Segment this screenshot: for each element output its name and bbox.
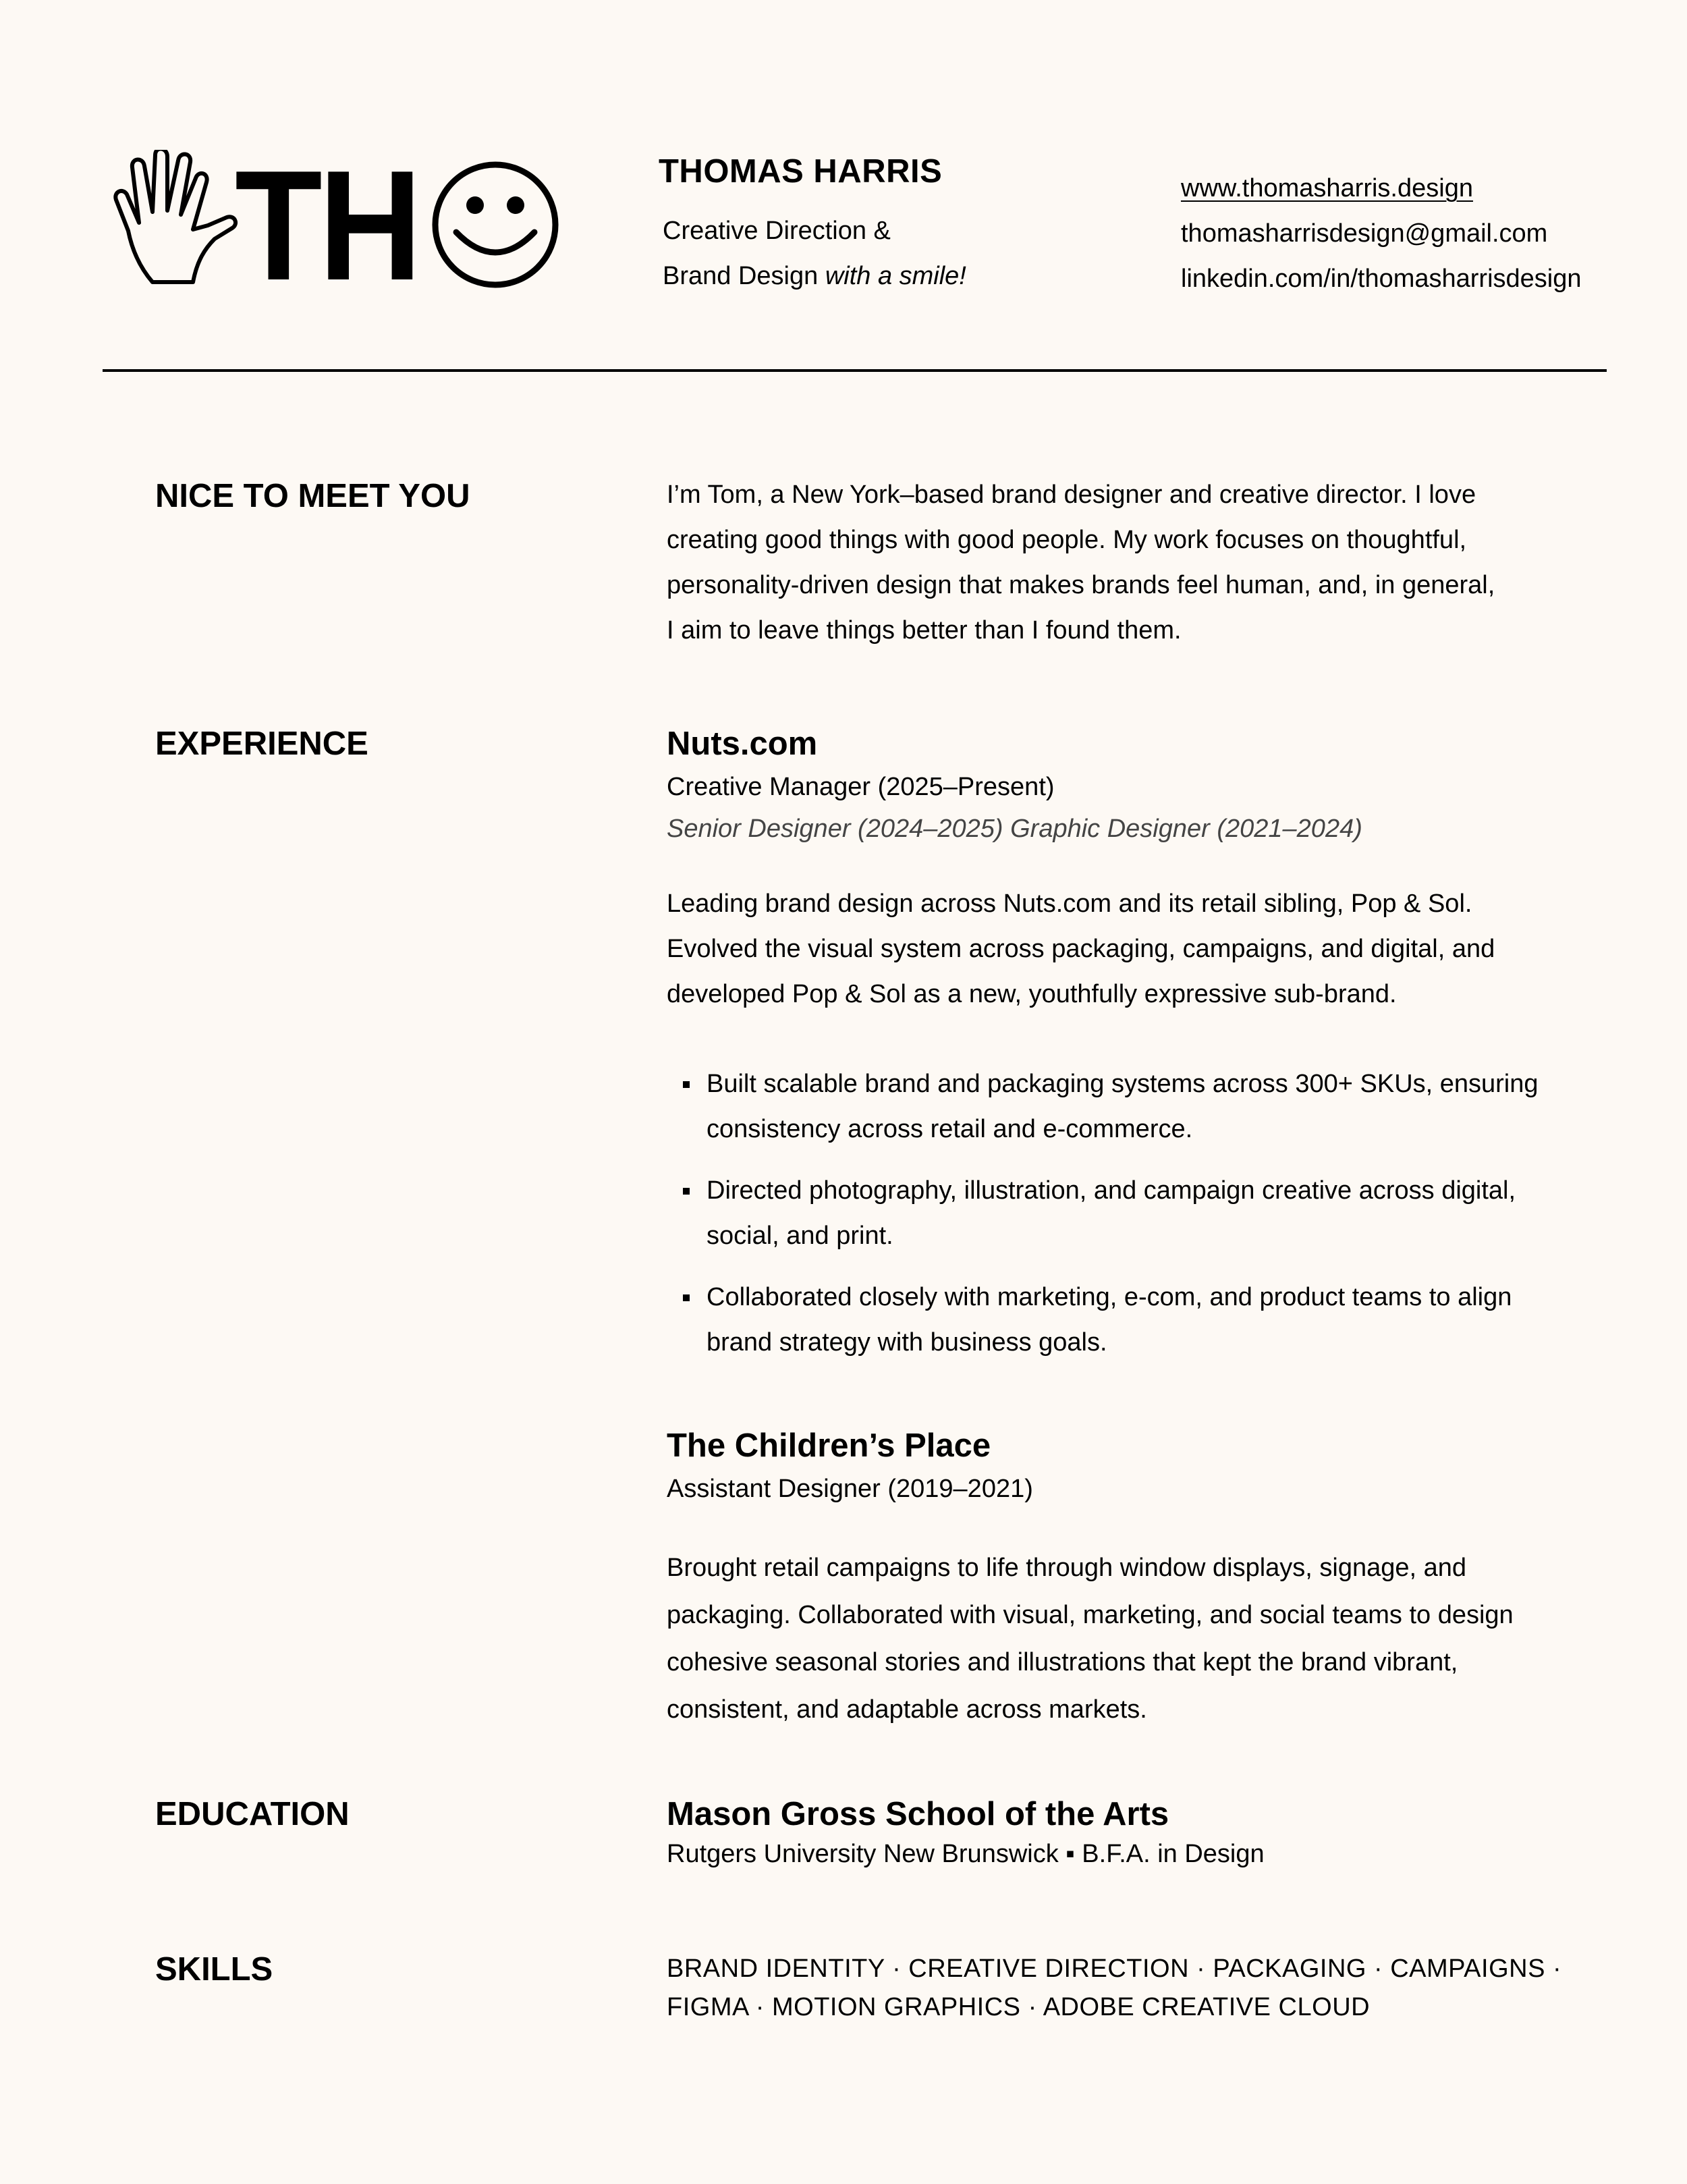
skills-line: BRAND IDENTITY · CREATIVE DIRECTION · PACKAGING · CAMPAIGNS · xyxy=(667,1955,1562,1983)
tagline-line-2 xyxy=(663,263,966,289)
bullet-line: brand strategy with business goals. xyxy=(707,1328,1107,1357)
linkedin-link[interactable]: linkedin.com/in/thomasharrisdesign xyxy=(1181,265,1582,293)
description-line: developed Pop & Sol as a new, youthfully expressive sub-brand. xyxy=(667,980,1397,1008)
email-address[interactable]: thomasharrisdesign@gmail.com xyxy=(1181,219,1548,248)
job-description xyxy=(667,881,1571,1017)
waving-hand-icon xyxy=(115,150,236,282)
smiley-face-icon xyxy=(435,165,555,285)
intro-line: I aim to leave things better than I found them. xyxy=(667,616,1182,645)
bullet-line: Collaborated closely with marketing, e-com, and product teams to align xyxy=(707,1283,1512,1311)
resume-name: THOMAS HARRIS xyxy=(659,153,943,190)
intro-line: personality-driven design that makes brands feel human, and, in general, xyxy=(667,571,1495,599)
header-divider xyxy=(103,369,1607,372)
intro-line: I’m Tom, a New York–based brand designer and creative director. I love xyxy=(667,481,1476,509)
tagline-plain: Brand Design xyxy=(663,262,825,290)
job-company: The Children’s Place xyxy=(667,1427,991,1464)
job-role: Creative Manager (2025–Present) xyxy=(667,773,1055,801)
description-line: Evolved the visual system across packaging, campaigns, and digital, and xyxy=(667,935,1495,963)
job-previous-roles: Senior Designer (2024–2025) Graphic Designer (2021–2024) xyxy=(667,815,1362,843)
section-heading-intro: NICE TO MEET YOU xyxy=(155,478,470,514)
tagline-line-1: Creative Direction & xyxy=(663,217,891,245)
section-heading-skills: SKILLS xyxy=(155,1951,273,1988)
school-name: Mason Gross School of the Arts xyxy=(667,1796,1169,1832)
th-logo xyxy=(113,150,563,289)
job-bullets xyxy=(667,1062,1571,1382)
bullet-line: Built scalable brand and packaging systems across 300+ SKUs, ensuring xyxy=(707,1070,1539,1098)
bullet-item xyxy=(667,1168,1571,1259)
job-description xyxy=(667,1544,1571,1733)
skills-list xyxy=(667,1950,1571,2027)
job-role: Assistant Designer (2019–2021) xyxy=(667,1475,1033,1503)
logo-text: TH xyxy=(235,150,418,289)
intro-line: creating good things with good people. My work focuses on thoughtful, xyxy=(667,526,1467,554)
section-heading-education: EDUCATION xyxy=(155,1796,350,1832)
description-line: packaging. Collaborated with visual, marketing, and social teams to design xyxy=(667,1601,1514,1629)
bullet-line: consistency across retail and e-commerce. xyxy=(707,1115,1193,1143)
bullet-item xyxy=(667,1062,1571,1152)
bullet-line: Directed photography, illustration, and campaign creative across digital, xyxy=(707,1176,1516,1205)
section-heading-experience: EXPERIENCE xyxy=(155,726,368,762)
job-company: Nuts.com xyxy=(667,726,818,762)
intro-paragraph xyxy=(667,472,1571,653)
bullet-line: social, and print. xyxy=(707,1222,893,1250)
description-line: consistent, and adaptable across markets. xyxy=(667,1695,1147,1724)
skills-line: FIGMA · MOTION GRAPHICS · ADOBE CREATIVE CLOUD xyxy=(667,1993,1371,2021)
website-link[interactable]: www.thomasharris.design xyxy=(1181,174,1473,202)
tagline-italic: with a smile! xyxy=(825,262,966,290)
description-line: Leading brand design across Nuts.com and its retail sibling, Pop & Sol. xyxy=(667,890,1472,918)
description-line: cohesive seasonal stories and illustrations that kept the brand vibrant, xyxy=(667,1648,1458,1676)
description-line: Brought retail campaigns to life through window displays, signage, and xyxy=(667,1554,1467,1582)
education-details: Rutgers University New Brunswick ▪ B.F.A. in Design xyxy=(667,1840,1265,1868)
bullet-item xyxy=(667,1275,1571,1365)
